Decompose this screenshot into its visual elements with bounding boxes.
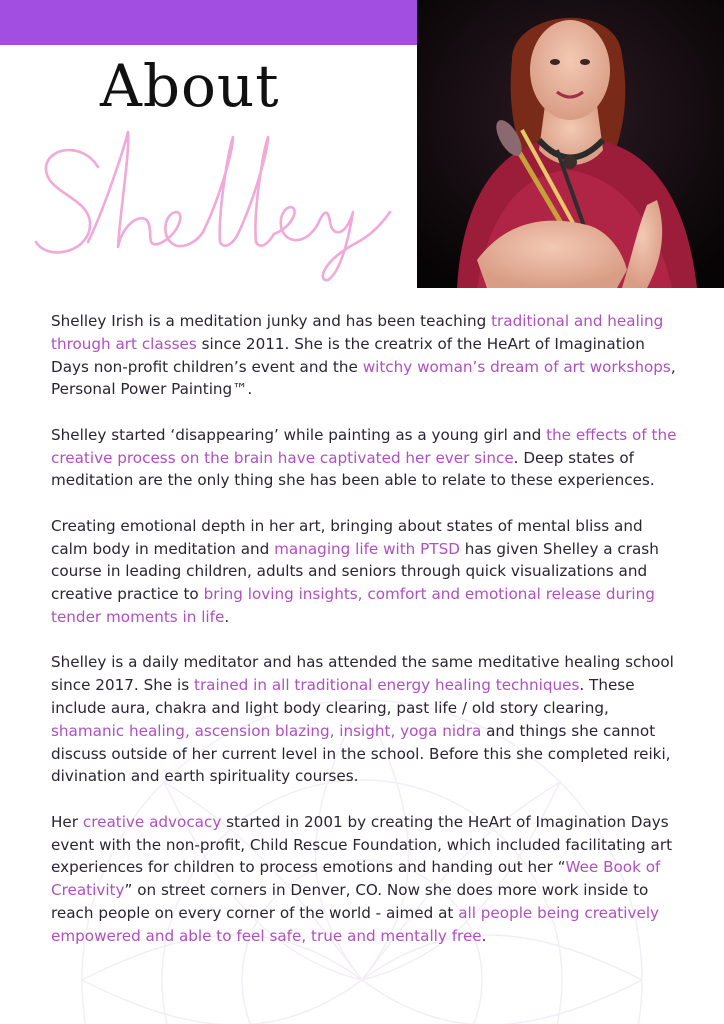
- highlighted-phrase: witchy woman’s dream of art workshops: [362, 357, 671, 376]
- portrait-illustration: [417, 0, 724, 288]
- paragraph: [51, 310, 679, 401]
- text-segment: Shelley Irish is a meditation junky and has been teaching: [51, 312, 492, 330]
- highlighted-phrase: the effects of the creative process on the brain have captivated her ever since: [51, 425, 677, 467]
- text-segment: . Deep states of meditation are the only thing she has been able to relate to these experiences.: [51, 448, 655, 490]
- text-segment: Her: [51, 812, 83, 831]
- highlighted-phrase: managing life with PTSD: [274, 539, 460, 558]
- text-segment: . These include aura, chakra and light body clearing, past life / old story clearing,: [51, 676, 635, 717]
- about-body: [51, 310, 679, 970]
- text-segment: .: [481, 926, 487, 945]
- profile-photo: [417, 0, 724, 288]
- text-segment: has given Shelley a crash course in leading children, adults and seniors through quick visualizations and creative practice to: [51, 539, 659, 604]
- text-segment: started in 2001 by creating the HeArt of Imagination Days event with the non-profit, Child Rescue Foundation, which included facilitating art experiences for children to process emotions and handing out her “: [51, 812, 673, 877]
- highlighted-phrase: shamanic healing, ascension blazing, insight, yoga nidra: [51, 721, 482, 740]
- text-segment: and things she cannot discuss outside of her current level in the school. Before this she completed reiki, divination and earth spirituality courses.: [51, 721, 671, 786]
- text-segment: , Personal Power Painting™.: [51, 357, 676, 399]
- paragraph: [51, 424, 679, 492]
- text-segment: Creating emotional depth in her art, bringing about states of mental bliss and calm body in meditation and: [51, 516, 643, 558]
- text-segment: Shelley started ‘disappearing’ while painting as a young girl and: [51, 425, 547, 444]
- script-name-title: [28, 112, 408, 282]
- script-name-drawing: [28, 112, 408, 282]
- text-segment: Shelley is a daily meditator and has attended the same meditative healing school since 2017. She is: [51, 653, 674, 695]
- highlighted-phrase: bring loving insights, comfort and emotional release during tender moments in life: [51, 585, 655, 626]
- highlighted-phrase: creative advocacy: [82, 812, 222, 831]
- highlighted-phrase: all people being creatively empowered and able to feel safe, true and mentally free: [51, 903, 660, 945]
- paragraph: [51, 515, 679, 629]
- text-segment: since 2011. She is the creatrix of the HeArt of Imagination Days non-profit children’s event and the: [51, 334, 645, 376]
- page-title: About: [100, 52, 280, 120]
- accent-bar: [0, 0, 417, 45]
- text-segment: .: [224, 607, 230, 626]
- highlighted-phrase: traditional and healing through art classes: [51, 312, 664, 353]
- paragraph: [51, 651, 679, 788]
- highlighted-phrase: Wee Book of Creativity: [51, 858, 661, 900]
- highlighted-phrase: trained in all traditional energy healing techniques: [193, 676, 580, 695]
- text-segment: ” on street corners in Denver, CO. Now she does more work inside to reach people on every corner of the world - aimed at: [51, 881, 649, 922]
- paragraph: [51, 811, 679, 948]
